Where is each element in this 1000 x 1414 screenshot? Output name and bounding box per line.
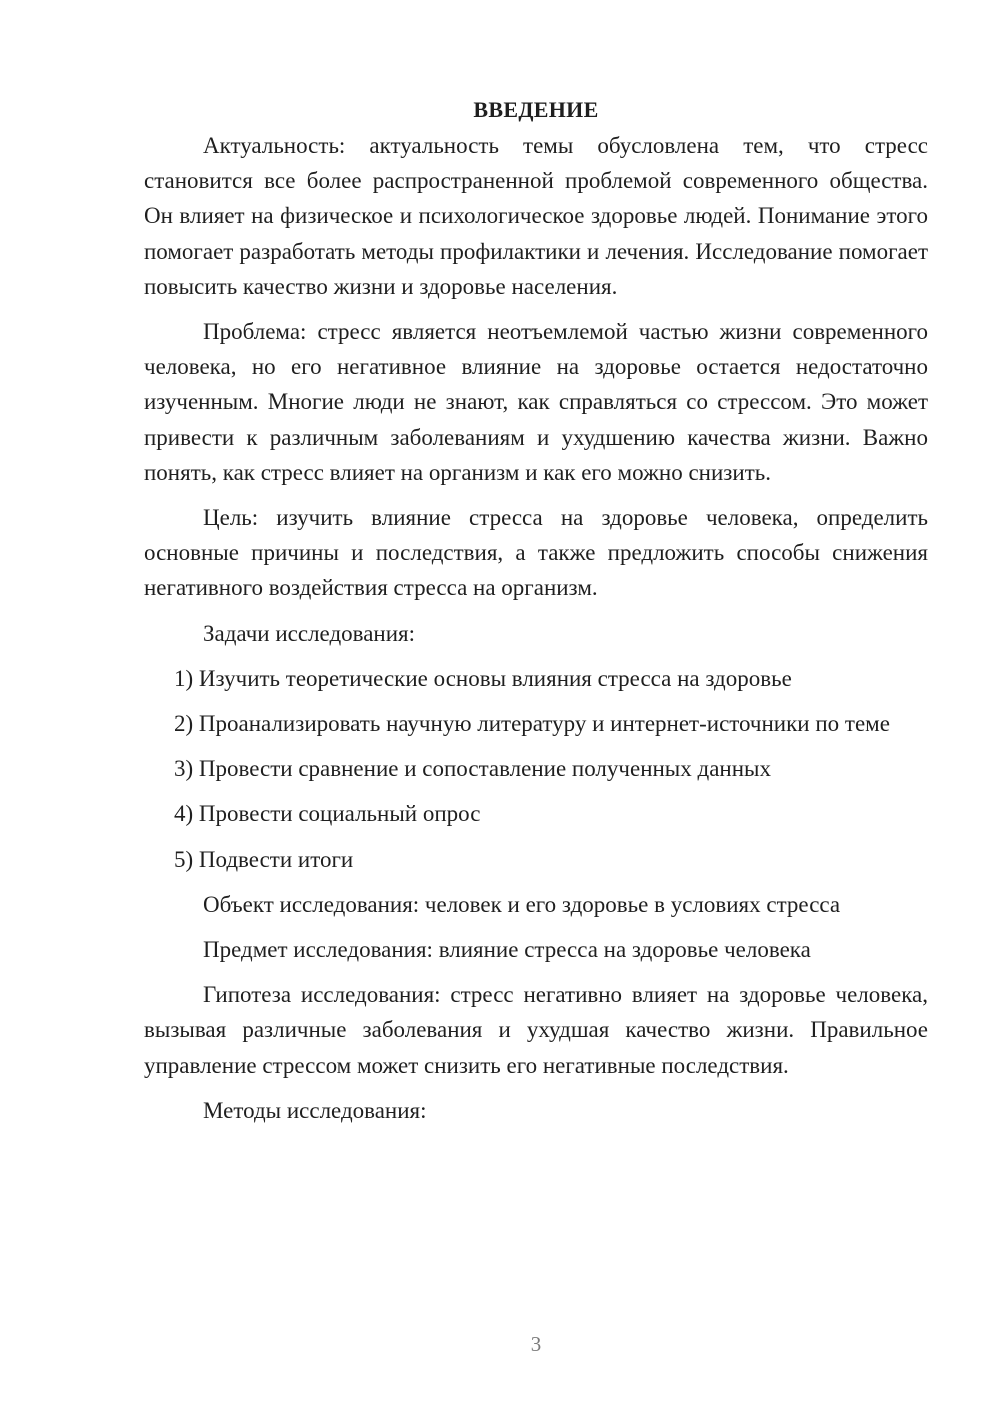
section-heading: ВВЕДЕНИЕ bbox=[473, 97, 599, 122]
tasks-title: Задачи исследования: bbox=[203, 620, 416, 646]
page-number: 3 bbox=[530, 1332, 542, 1356]
task-item-4: 4) Провести социальный опрос bbox=[174, 801, 481, 827]
task-item-1: 1) Изучить теоретические основы влияния стресса на здоровье bbox=[174, 665, 792, 691]
task-item-3: 3) Провести сравнение и сопоставление полученных данных bbox=[174, 756, 771, 782]
task-item-5: 5) Подвести итоги bbox=[174, 846, 354, 872]
relevance-paragraph: Актуальность: актуальность темы обусловлена тем, что стресс становится все более распространенной проблемой современного общества. Он влияет на физическое и психологическое здоровье людей. Понимание этого помогает разработать методы профилактики и лечения. Исследование помогает повысить качество жизни и здоровье населения. bbox=[144, 133, 928, 299]
task-item-2: 2) Проанализировать научную литературу и интернет-источники по теме bbox=[174, 711, 890, 737]
subject-paragraph: Предмет исследования: влияние стресса на здоровье человека bbox=[203, 937, 811, 963]
problem-paragraph: Проблема: стресс является неотъемлемой частью жизни современного человека, но его негативное влияние на здоровье остается недостаточно изученным. Многие люди не знают, как справляться со стрессом. Это может привести к различным заболеваниям и ухудшению качества жизни. Важно понять, как стресс влияет на организм и как его можно снизить. bbox=[144, 319, 928, 485]
page-content bbox=[144, 92, 928, 1138]
methods-title: Методы исследования: bbox=[203, 1097, 427, 1123]
hypothesis-paragraph: Гипотеза исследования: стресс негативно влияет на здоровье человека, вызывая различные заболевания и ухудшая качество жизни. Правильное управление стрессом может снизить его негативные последствия. bbox=[144, 982, 928, 1078]
object-paragraph: Объект исследования: человек и его здоровье в условиях стресса bbox=[203, 891, 841, 917]
goal-paragraph: Цель: изучить влияние стресса на здоровье человека, определить основные причины и последствия, а также предложить способы снижения негативного воздействия стресса на организм. bbox=[144, 505, 928, 601]
